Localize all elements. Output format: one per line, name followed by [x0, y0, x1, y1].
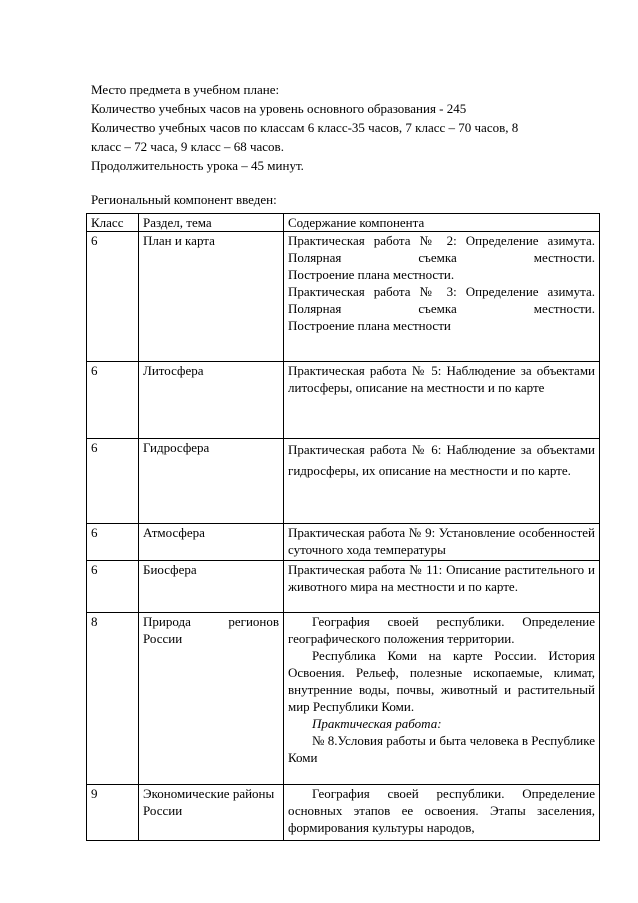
header-topic: Раздел, тема — [139, 214, 284, 232]
grade-cell: 6 — [87, 524, 139, 561]
header-content: Содержание компонента — [284, 214, 600, 232]
content-text: № 8.Условия работы и быта человека в Республике Коми — [288, 733, 595, 765]
table-header-row — [87, 214, 600, 232]
table-row — [87, 785, 600, 841]
topic-cell: Биосфера — [139, 561, 284, 613]
content-cell — [284, 561, 600, 613]
practical-work-label: Практическая работа: — [312, 716, 442, 731]
content-text: Практическая работа № 5: Наблюдение за объектами литосферы, описание на местности и по карте — [288, 363, 595, 395]
intro-line: Количество учебных часов по классам 6 класс-35 часов, 7 класс – 70 часов, 8 — [91, 120, 519, 135]
content-cell — [284, 613, 600, 785]
intro-line: Количество учебных часов на уровень основного образования - 245 — [91, 101, 467, 116]
regional-heading: Региональный компонент введен: — [91, 192, 277, 207]
topic-cell: Литосфера — [139, 362, 284, 439]
table-row — [87, 439, 600, 524]
content-cell — [284, 439, 600, 524]
content-text: География своей республики. Определение географического положения территории. — [288, 614, 595, 646]
topic-cell: Экономические районы России — [139, 785, 284, 841]
grade-cell: 6 — [87, 439, 139, 524]
content-text: Республика Коми на карте России. История Освоения. Рельеф, полезные ископаемые, климат, внутренние воды, почвы, животный и растительный мир Республики Коми. — [288, 648, 595, 714]
intro-line: класс – 72 часа, 9 класс – 68 часов. — [91, 139, 284, 154]
grade-cell: 8 — [87, 613, 139, 785]
content-text: Практическая работа № 9: Установление особенностей суточного хода температуры — [288, 525, 595, 557]
content-text: География своей республики. Определение основных этапов ее освоения. Этапы заселения, формирования культуры народов, — [288, 786, 595, 835]
intro-line: Место предмета в учебном плане: — [91, 82, 280, 97]
grade-cell: 6 — [87, 232, 139, 362]
topic-cell: Природа регионов России — [139, 613, 284, 785]
content-cell — [284, 232, 600, 362]
table-row — [87, 561, 600, 613]
content-text: Практическая работа № 3: Определение азимута. Полярная съемка местности. — [288, 284, 595, 316]
content-cell — [284, 785, 600, 841]
content-text: Построение плана местности — [288, 318, 451, 333]
grade-cell: 6 — [87, 561, 139, 613]
topic-cell: Гидросфера — [139, 439, 284, 524]
header-grade: Класс — [87, 214, 139, 232]
content-text: Построение плана местности. — [288, 267, 455, 282]
content-cell — [284, 362, 600, 439]
grade-cell: 6 — [87, 362, 139, 439]
content-text: Практическая работа № 6: Наблюдение за объектами гидросферы, их описание на местности и по карте. — [288, 442, 595, 478]
table-row — [87, 613, 600, 785]
table-row — [87, 524, 600, 561]
topic-cell: План и карта — [139, 232, 284, 362]
intro-line: Продолжительность урока – 45 минут. — [91, 158, 304, 173]
grade-cell: 9 — [87, 785, 139, 841]
content-text: Практическая работа № 2: Определение азимута. Полярная съемка местности. — [288, 233, 595, 265]
topic-cell: Атмосфера — [139, 524, 284, 561]
regional-component-table — [86, 213, 600, 841]
table-row — [87, 232, 600, 362]
content-cell — [284, 524, 600, 561]
table-row — [87, 362, 600, 439]
intro-block — [91, 80, 611, 175]
content-text: Практическая работа № 11: Описание растительного и животного мира на местности и по карте. — [288, 562, 595, 594]
